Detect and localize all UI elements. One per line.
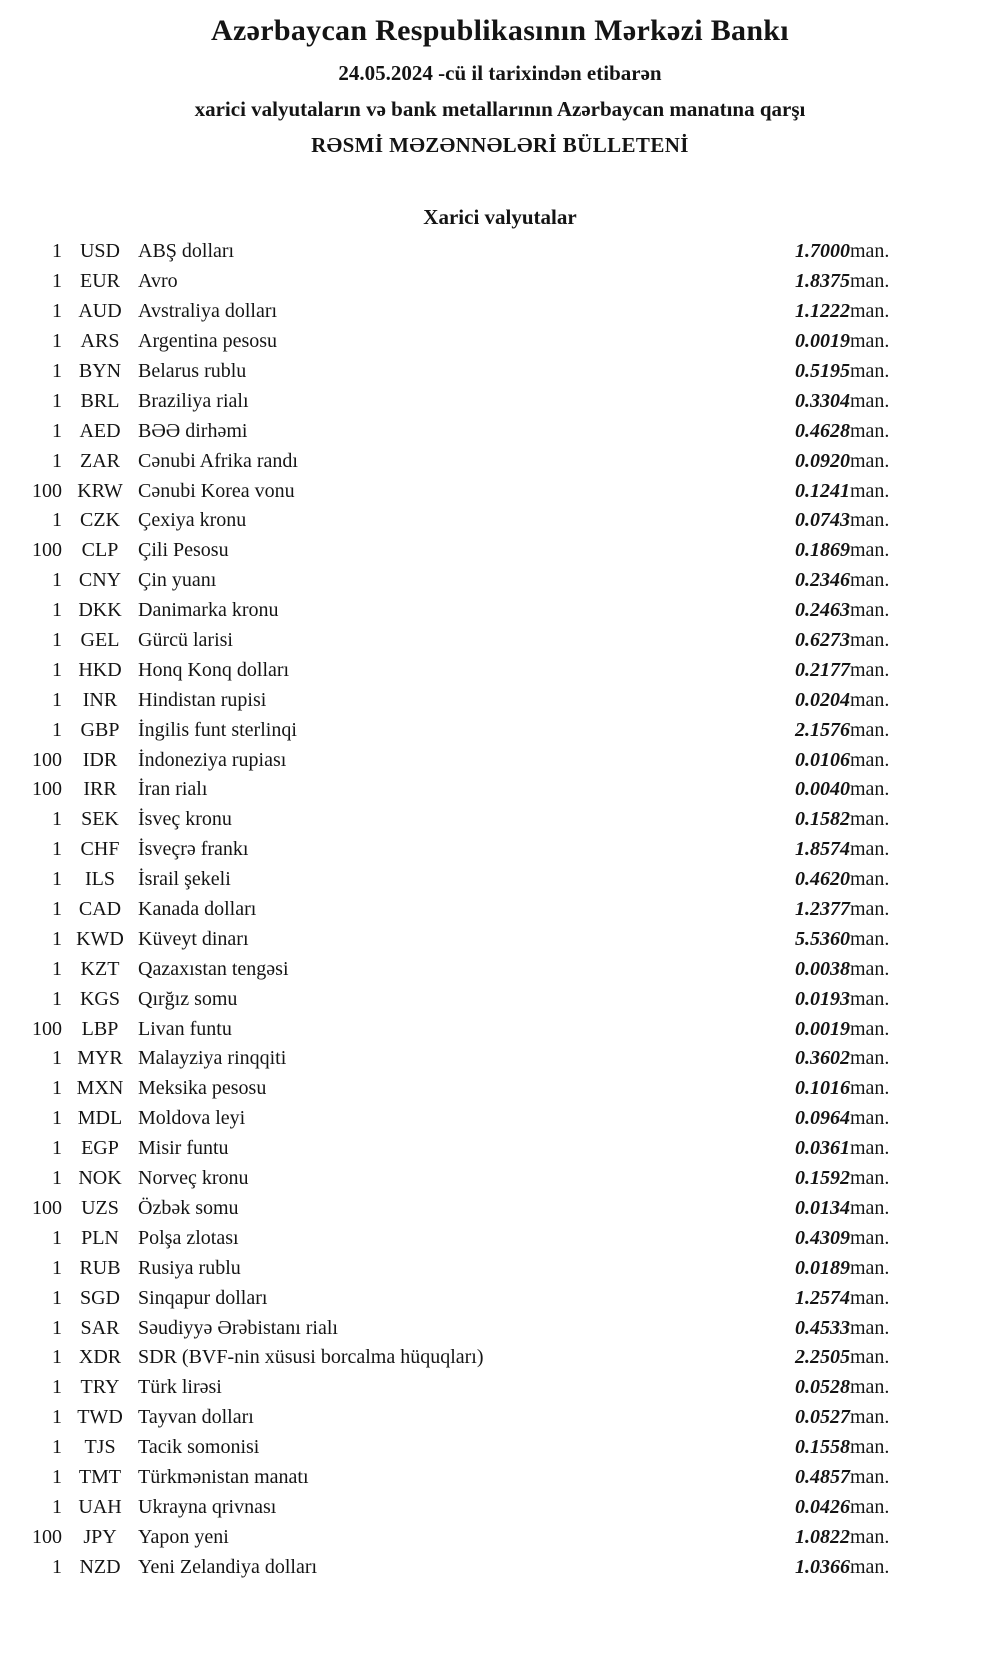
rate-row xyxy=(20,386,920,416)
rate-value: 0.0527 xyxy=(795,1406,850,1429)
rate-value: 0.4620 xyxy=(795,868,850,891)
currency-name: BƏƏ dirhəmi xyxy=(138,419,248,442)
currency-code: TRY xyxy=(80,1376,120,1399)
rate-unit: man. xyxy=(850,1017,890,1040)
currency-code: HKD xyxy=(78,658,122,681)
rate-row xyxy=(20,924,920,954)
rate-unit: man. xyxy=(850,569,890,592)
currency-code: EGP xyxy=(81,1137,119,1160)
currency-code: CLP xyxy=(81,539,119,562)
currency-name: Argentina pesosu xyxy=(138,330,278,353)
rate-quantity: 1 xyxy=(52,1047,62,1070)
rate-value: 0.0038 xyxy=(795,957,850,980)
rate-unit: man. xyxy=(850,1436,890,1459)
rate-quantity: 1 xyxy=(52,1107,62,1130)
rate-row xyxy=(20,1552,920,1582)
rate-row xyxy=(20,416,920,446)
currency-code: GBP xyxy=(80,718,120,741)
currency-code: CHF xyxy=(80,838,120,861)
rate-unit: man. xyxy=(850,1256,890,1279)
rate-quantity: 1 xyxy=(52,1137,62,1160)
currency-name: Kanada dolları xyxy=(138,898,257,921)
currency-code: NZD xyxy=(79,1555,121,1578)
rate-row xyxy=(20,626,920,656)
rate-quantity: 1 xyxy=(52,1465,62,1488)
currency-name: Meksika pesosu xyxy=(138,1077,267,1100)
effective-date-line: 24.05.2024 -cü il tarixindən etibarən xyxy=(338,61,662,85)
currency-code: AUD xyxy=(78,300,122,323)
rate-row xyxy=(20,775,920,805)
rate-value: 0.4628 xyxy=(795,419,850,442)
rate-row xyxy=(20,1283,920,1313)
currency-code: SAR xyxy=(80,1316,120,1339)
currency-name: Norveç kronu xyxy=(138,1167,249,1190)
currency-code: ARS xyxy=(80,330,120,353)
rate-quantity: 1 xyxy=(52,1077,62,1100)
rate-row xyxy=(20,1223,920,1253)
rate-row xyxy=(20,1253,920,1283)
rate-value: 0.0019 xyxy=(795,1017,850,1040)
rate-quantity: 1 xyxy=(52,1226,62,1249)
rate-unit: man. xyxy=(850,1316,890,1339)
rate-value: 0.3304 xyxy=(795,389,850,412)
rate-quantity: 1 xyxy=(52,389,62,412)
rate-unit: man. xyxy=(850,927,890,950)
rate-quantity: 100 xyxy=(32,748,62,771)
rate-row xyxy=(20,984,920,1014)
rate-unit: man. xyxy=(850,838,890,861)
currency-code: TJS xyxy=(84,1436,116,1459)
rate-unit: man. xyxy=(850,1047,890,1070)
rate-unit: man. xyxy=(850,449,890,472)
rate-row xyxy=(20,1194,920,1224)
rate-unit: man. xyxy=(850,270,890,293)
currency-code: CAD xyxy=(78,898,122,921)
rate-value: 0.5195 xyxy=(795,360,850,382)
rate-value: 0.0528 xyxy=(795,1376,850,1399)
currency-name: Avstraliya dolları xyxy=(138,300,278,323)
rate-row xyxy=(20,745,920,775)
currency-name: İsveçrə frankı xyxy=(138,838,249,861)
rate-quantity: 1 xyxy=(52,658,62,681)
currency-code: KWD xyxy=(76,927,124,950)
currency-name: Misir funtu xyxy=(138,1137,229,1160)
rate-value: 0.1869 xyxy=(795,539,850,562)
rate-value: 0.6273 xyxy=(795,629,850,652)
rate-quantity: 100 xyxy=(32,479,62,502)
currency-name: Hindistan rupisi xyxy=(138,688,267,711)
rate-value: 1.8574 xyxy=(795,838,850,861)
rate-row xyxy=(20,1014,920,1044)
rate-unit: man. xyxy=(850,330,890,353)
rate-row xyxy=(20,1104,920,1134)
currency-code: SEK xyxy=(81,808,119,831)
currency-name: İndoneziya rupiası xyxy=(138,748,287,771)
rate-unit: man. xyxy=(850,1107,890,1130)
rate-row xyxy=(20,715,920,745)
rate-quantity: 1 xyxy=(52,1406,62,1429)
rate-value: 0.4533 xyxy=(795,1316,850,1339)
rate-quantity: 1 xyxy=(52,898,62,921)
rate-value: 0.4309 xyxy=(795,1226,850,1249)
currency-name: Türk lirəsi xyxy=(138,1376,222,1399)
rate-value: 0.0106 xyxy=(795,748,850,771)
rate-unit: man. xyxy=(850,898,890,921)
currency-name: Cənubi Korea vonu xyxy=(138,479,295,502)
rate-value: 0.4857 xyxy=(795,1465,850,1488)
rate-value: 1.0822 xyxy=(795,1525,850,1548)
currency-name: Özbək somu xyxy=(138,1196,239,1219)
currency-name: Malayziya rinqqiti xyxy=(138,1047,287,1070)
rate-value: 2.1576 xyxy=(795,718,850,741)
currency-code: MXN xyxy=(76,1077,124,1100)
currency-code: ILS xyxy=(85,868,115,891)
currency-name: ABŞ dolları xyxy=(138,240,235,263)
currency-code: LBP xyxy=(81,1017,119,1040)
currency-name: Polşa zlotası xyxy=(138,1226,239,1249)
rate-quantity: 1 xyxy=(52,509,62,532)
currency-name: Gürcü larisi xyxy=(138,629,233,652)
rate-quantity: 1 xyxy=(52,957,62,980)
rate-quantity: 1 xyxy=(52,1555,62,1578)
rate-unit: man. xyxy=(850,599,890,622)
currency-name: Çin yuanı xyxy=(138,569,217,592)
currency-name: Qırğız somu xyxy=(138,987,238,1010)
currency-name: Ukrayna qrivnası xyxy=(138,1495,277,1518)
rate-unit: man. xyxy=(850,1196,890,1219)
rate-quantity: 1 xyxy=(52,1376,62,1399)
rate-quantity: 1 xyxy=(52,868,62,891)
currency-name: SDR (BVF-nin xüsusi borcalma hüquqları) xyxy=(138,1346,484,1369)
rate-quantity: 1 xyxy=(52,569,62,592)
rate-row xyxy=(20,1403,920,1433)
rate-row xyxy=(20,1313,920,1343)
exchange-rates-table xyxy=(20,237,920,1582)
rate-value: 1.1222 xyxy=(795,300,850,323)
rate-row xyxy=(20,327,920,357)
rate-quantity: 1 xyxy=(52,270,62,293)
currency-name: İran rialı xyxy=(138,778,208,801)
rate-unit: man. xyxy=(850,509,890,532)
rate-quantity: 1 xyxy=(52,419,62,442)
rate-row xyxy=(20,506,920,536)
currency-name: Yeni Zelandiya dolları xyxy=(138,1555,318,1578)
currency-code: MYR xyxy=(77,1047,123,1070)
rate-unit: man. xyxy=(850,1167,890,1190)
currency-name: Çexiya kronu xyxy=(138,509,247,532)
rate-row xyxy=(20,566,920,596)
rate-value: 1.2574 xyxy=(795,1286,850,1309)
rate-value: 0.0134 xyxy=(795,1196,850,1219)
rate-quantity: 1 xyxy=(52,1436,62,1459)
rate-row xyxy=(20,1044,920,1074)
currency-code: UZS xyxy=(81,1196,119,1219)
rate-value: 1.2377 xyxy=(795,898,850,921)
currency-code: UAH xyxy=(78,1495,122,1518)
rate-unit: man. xyxy=(850,1376,890,1399)
rate-quantity: 1 xyxy=(52,599,62,622)
rate-unit: man. xyxy=(850,718,890,741)
rate-quantity: 1 xyxy=(52,240,62,263)
currency-code: EUR xyxy=(80,270,120,293)
exchange-rates-table-body xyxy=(20,237,920,1582)
rate-row xyxy=(20,237,920,267)
rate-value: 0.0964 xyxy=(795,1107,850,1130)
currency-name: Qazaxıstan tengəsi xyxy=(138,957,289,980)
section-title-foreign-currencies: Xarici valyutalar xyxy=(423,205,577,229)
currency-name: Çili Pesosu xyxy=(138,539,229,562)
bank-title: Azərbaycan Respublikasının Mərkəzi Bankı xyxy=(211,14,789,47)
rate-unit: man. xyxy=(850,748,890,771)
rate-row xyxy=(20,1463,920,1493)
currency-code: BYN xyxy=(78,360,122,382)
currency-code: NOK xyxy=(78,1167,122,1190)
currency-name: Cənubi Afrika randı xyxy=(138,449,298,472)
currency-name: İngilis funt sterlinqi xyxy=(138,718,297,741)
rate-row xyxy=(20,1074,920,1104)
rate-quantity: 1 xyxy=(52,1346,62,1369)
rate-unit: man. xyxy=(850,1555,890,1578)
currency-code: MDL xyxy=(77,1107,123,1130)
rate-unit: man. xyxy=(850,360,890,382)
rate-quantity: 1 xyxy=(52,1286,62,1309)
rate-value: 0.2346 xyxy=(795,569,850,592)
rate-value: 0.0920 xyxy=(795,449,850,472)
rate-row xyxy=(20,1373,920,1403)
rate-value: 1.0366 xyxy=(795,1555,850,1578)
rate-row xyxy=(20,446,920,476)
rate-unit: man. xyxy=(850,1077,890,1100)
currency-code: TWD xyxy=(77,1406,123,1429)
bulletin-title: RƏSMİ MƏZƏNNƏLƏRİ BÜLLETENİ xyxy=(311,133,689,157)
rate-quantity: 1 xyxy=(52,987,62,1010)
rate-unit: man. xyxy=(850,1137,890,1160)
rate-unit: man. xyxy=(850,1495,890,1518)
scope-line: xarici valyutaların və bank metallarının Azərbaycan manatına qarşı xyxy=(194,97,806,121)
currency-code: XDR xyxy=(78,1346,122,1369)
rate-unit: man. xyxy=(850,1465,890,1488)
rate-value: 0.2463 xyxy=(795,599,850,622)
rate-unit: man. xyxy=(850,1525,890,1548)
rate-row xyxy=(20,1433,920,1463)
rate-value: 1.7000 xyxy=(795,240,850,263)
rate-quantity: 1 xyxy=(52,1167,62,1190)
currency-name: Küveyt dinarı xyxy=(138,927,249,950)
rate-unit: man. xyxy=(850,868,890,891)
rate-unit: man. xyxy=(850,389,890,412)
rate-row xyxy=(20,835,920,865)
rate-value: 0.1241 xyxy=(795,479,850,502)
rate-quantity: 1 xyxy=(52,688,62,711)
currency-code: JPY xyxy=(83,1525,117,1548)
rate-row xyxy=(20,954,920,984)
rate-quantity: 100 xyxy=(32,539,62,562)
rate-row xyxy=(20,1522,920,1552)
rate-value: 0.1016 xyxy=(795,1077,850,1100)
rate-quantity: 1 xyxy=(52,1316,62,1339)
rate-quantity: 1 xyxy=(52,629,62,652)
rate-row xyxy=(20,655,920,685)
rate-unit: man. xyxy=(850,1346,890,1369)
rate-value: 0.0193 xyxy=(795,987,850,1010)
rate-row xyxy=(20,476,920,506)
currency-name: Danimarka kronu xyxy=(138,599,279,622)
rate-value: 0.0361 xyxy=(795,1137,850,1160)
rate-row xyxy=(20,536,920,566)
rate-unit: man. xyxy=(850,808,890,831)
rate-unit: man. xyxy=(850,778,890,801)
rate-unit: man. xyxy=(850,629,890,652)
rate-quantity: 1 xyxy=(52,449,62,472)
currency-code: AED xyxy=(79,419,121,442)
currency-name: Livan funtu xyxy=(138,1017,232,1040)
rate-unit: man. xyxy=(850,419,890,442)
currency-code: KRW xyxy=(77,479,123,502)
currency-name: Yapon yeni xyxy=(138,1525,229,1548)
currency-code: TMT xyxy=(78,1465,122,1488)
rate-unit: man. xyxy=(850,1286,890,1309)
currency-code: CNY xyxy=(78,569,122,592)
rate-quantity: 1 xyxy=(52,360,62,382)
currency-code: KZT xyxy=(80,957,120,980)
rate-quantity: 100 xyxy=(32,1017,62,1040)
currency-code: SGD xyxy=(79,1286,120,1309)
rate-quantity: 1 xyxy=(52,1256,62,1279)
rate-quantity: 1 xyxy=(52,718,62,741)
rate-value: 0.0189 xyxy=(795,1256,850,1279)
currency-name: Sinqapur dolları xyxy=(138,1286,268,1309)
rate-row xyxy=(20,1134,920,1164)
rate-quantity: 1 xyxy=(52,808,62,831)
currency-code: GEL xyxy=(80,629,120,652)
currency-name: Belarus rublu xyxy=(138,360,247,382)
currency-code: RUB xyxy=(79,1256,121,1279)
rate-unit: man. xyxy=(850,479,890,502)
rate-unit: man. xyxy=(850,1406,890,1429)
rate-row xyxy=(20,895,920,925)
currency-name: Tayvan dolları xyxy=(138,1406,254,1429)
currency-name: İsrail şekeli xyxy=(138,868,231,891)
rate-quantity: 1 xyxy=(52,927,62,950)
rate-row xyxy=(20,805,920,835)
currency-code: BRL xyxy=(80,389,120,412)
rate-quantity: 1 xyxy=(52,330,62,353)
currency-code: ZAR xyxy=(80,449,120,472)
rate-value: 0.1582 xyxy=(795,808,850,831)
rate-row xyxy=(20,1492,920,1522)
rate-unit: man. xyxy=(850,957,890,980)
rate-value: 2.2505 xyxy=(795,1346,850,1369)
document-header xyxy=(0,14,1000,158)
currency-code: KGS xyxy=(79,987,120,1010)
rate-value: 0.3602 xyxy=(795,1047,850,1070)
rate-unit: man. xyxy=(850,539,890,562)
currency-code: DKK xyxy=(78,599,122,622)
rate-value: 1.8375 xyxy=(795,270,850,293)
rate-value: 0.2177 xyxy=(795,658,850,681)
rate-unit: man. xyxy=(850,688,890,711)
rate-row xyxy=(20,685,920,715)
currency-name: İsveç kronu xyxy=(138,808,232,831)
rate-quantity: 100 xyxy=(32,778,62,801)
currency-code: USD xyxy=(79,240,120,263)
rate-row xyxy=(20,267,920,297)
rate-row xyxy=(20,1164,920,1194)
rate-unit: man. xyxy=(850,1226,890,1249)
currency-name: Türkmənistan manatı xyxy=(138,1465,309,1488)
rate-value: 0.0426 xyxy=(795,1495,850,1518)
currency-name: Moldova leyi xyxy=(138,1107,246,1130)
rate-value: 0.0204 xyxy=(795,688,850,711)
currency-name: Tacik somonisi xyxy=(138,1436,260,1459)
rate-unit: man. xyxy=(850,658,890,681)
currency-code: INR xyxy=(82,688,118,711)
rate-value: 0.0743 xyxy=(795,509,850,532)
rate-value: 5.5360 xyxy=(795,927,850,950)
rate-quantity: 1 xyxy=(52,838,62,861)
rate-row xyxy=(20,596,920,626)
rate-row xyxy=(20,865,920,895)
rate-unit: man. xyxy=(850,987,890,1010)
currency-code: IDR xyxy=(82,748,118,771)
rate-row xyxy=(20,357,920,387)
rate-value: 0.0040 xyxy=(795,778,850,801)
currency-code: CZK xyxy=(80,509,120,532)
rate-value: 0.0019 xyxy=(795,330,850,353)
rate-row xyxy=(20,1343,920,1373)
rate-row xyxy=(20,297,920,327)
currency-name: Səudiyyə Ərəbistanı rialı xyxy=(138,1316,338,1339)
rate-unit: man. xyxy=(850,300,890,323)
currency-name: Braziliya rialı xyxy=(138,389,249,412)
rate-quantity: 100 xyxy=(32,1525,62,1548)
currency-name: Rusiya rublu xyxy=(138,1256,241,1279)
currency-name: Honq Konq dolları xyxy=(138,658,290,681)
rate-quantity: 1 xyxy=(52,300,62,323)
rate-value: 0.1592 xyxy=(795,1167,850,1190)
rate-quantity: 100 xyxy=(32,1196,62,1219)
rate-value: 0.1558 xyxy=(795,1436,850,1459)
currency-name: Avro xyxy=(138,270,178,293)
currency-code: IRR xyxy=(83,778,117,801)
rate-quantity: 1 xyxy=(52,1495,62,1518)
currency-code: PLN xyxy=(81,1226,119,1249)
rate-unit: man. xyxy=(850,240,890,263)
